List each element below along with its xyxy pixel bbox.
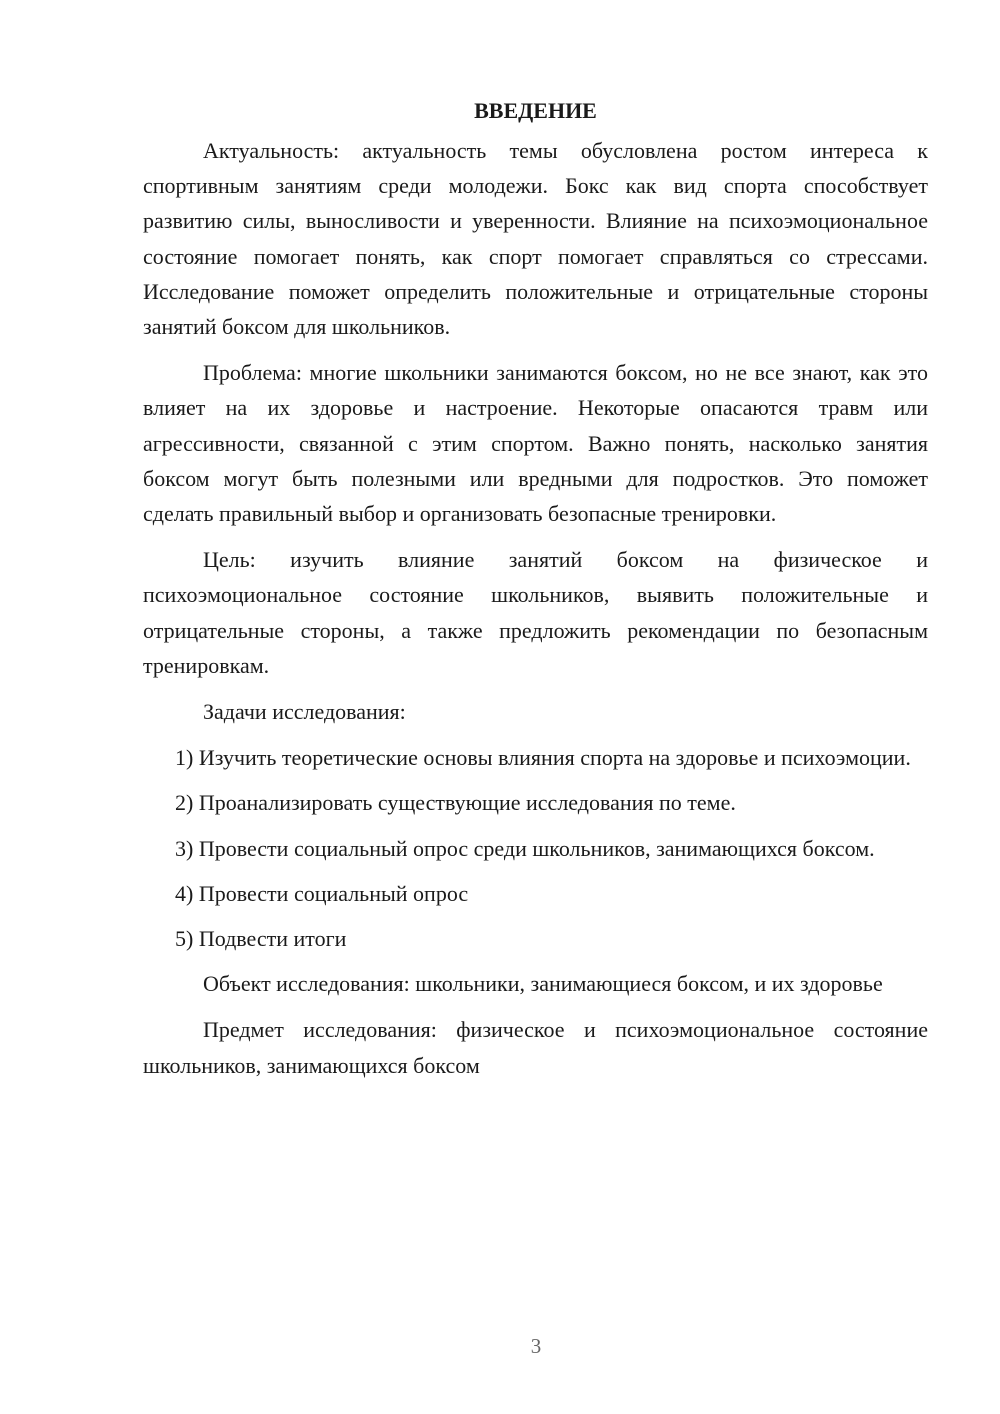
task-item: 4) Провести социальный опрос: [175, 880, 469, 906]
section-title: ВВЕДЕНИЕ: [474, 98, 597, 123]
page-number: 3: [530, 1334, 542, 1358]
relevance-paragraph: Актуальность: актуальность темы обусловлена ростом интереса к спортивным занятиям среди молодежи. Бокс как вид спорта способствует развитию силы, выносливости и уверенности. Влияние на психоэмоциональное состояние помогает понять, как спорт помогает справляться со стрессами. Исследование поможет определить положительные и отрицательные стороны занятий боксом для школьников.: [143, 138, 928, 340]
goal-paragraph: Цель: изучить влияние занятий боксом на физическое и психоэмоциональное состояние школьников, выявить положительные и отрицательные стороны, а также предложить рекомендации по безопасным тренировкам.: [143, 547, 928, 678]
research-object-paragraph: Объект исследования: школьники, занимающиеся боксом, и их здоровье: [203, 971, 883, 997]
problem-paragraph: Проблема: многие школьники занимаются боксом, но не все знают, как это влияет на их здоровье и настроение. Некоторые опасаются травм или агрессивности, связанной с этим спортом. Важно понять, насколько занятия боксом могут быть полезными или вредными для подростков. Это поможет сделать правильный выбор и организовать безопасные тренировки.: [143, 360, 928, 527]
task-item: 1) Изучить теоретические основы влияния спорта на здоровье и психоэмоции.: [175, 745, 911, 771]
document-page: [143, 95, 928, 1094]
task-item: 3) Провести социальный опрос среди школьников, занимающихся боксом.: [175, 835, 875, 861]
research-subject-paragraph: Предмет исследования: физическое и психоэмоциональное состояние школьников, занимающихся боксом: [143, 1017, 928, 1078]
task-item: 5) Подвести итоги: [175, 926, 347, 952]
task-item: 2) Проанализировать существующие исследования по теме.: [175, 790, 736, 816]
tasks-heading: Задачи исследования:: [203, 699, 406, 725]
